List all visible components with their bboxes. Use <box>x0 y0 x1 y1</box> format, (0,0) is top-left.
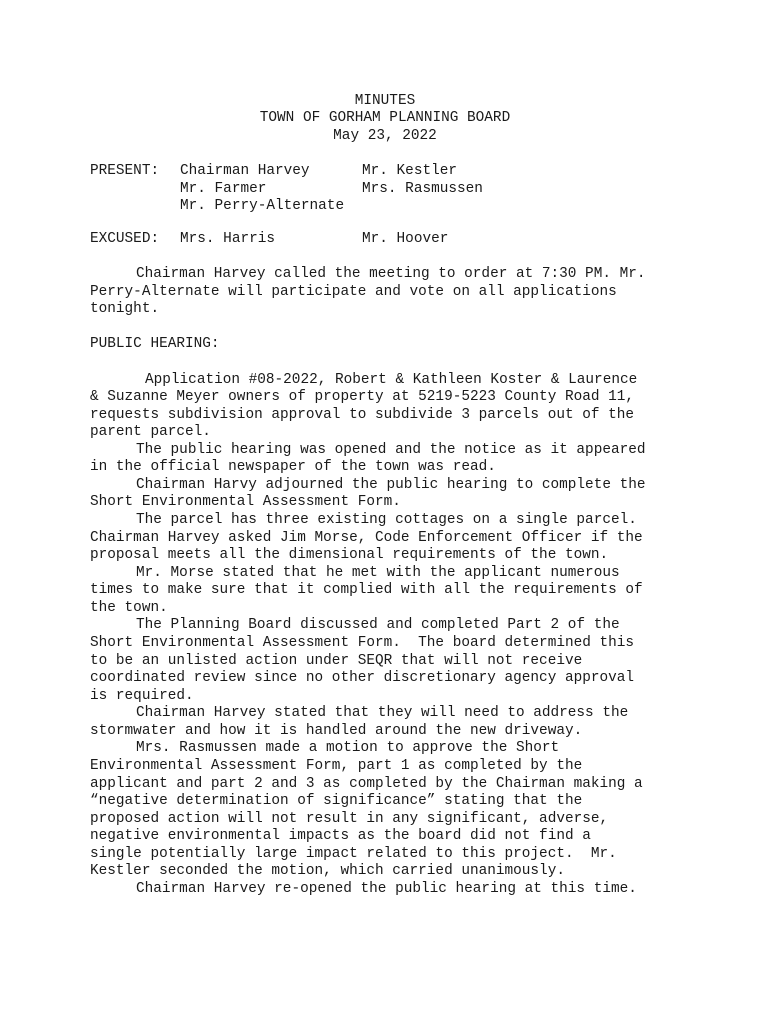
body-line: Chairman Harvey stated that they will need to address the <box>136 705 629 721</box>
body-line: Short Environmental Assessment Form. The board determined this <box>90 635 635 651</box>
body-line: Environmental Assessment Form, part 1 as completed by the <box>90 758 583 774</box>
excused-member: Mrs. Harris <box>180 231 275 247</box>
body-line: to be an unlisted action under SEQR that will not receive <box>90 653 583 669</box>
meeting-date: May 23, 2022 <box>333 128 437 144</box>
body-line: applicant and part 2 and 3 as completed by the Chairman making a <box>90 776 643 792</box>
body-line: is required. <box>90 688 194 704</box>
present-member: Mr. Farmer <box>180 181 267 197</box>
body-line: & Suzanne Meyer owners of property at 5219-5223 County Road 11, <box>90 389 635 405</box>
body-line: in the official newspaper of the town was read. <box>90 459 496 475</box>
body-line: stormwater and how it is handled around the new driveway. <box>90 723 583 739</box>
body-line: “negative determination of significance” stating that the <box>90 793 583 809</box>
body-line: Application #08-2022, Robert & Kathleen Koster & Laurence <box>145 372 638 388</box>
body-line: Chairman Harvey asked Jim Morse, Code Enforcement Officer if the <box>90 530 643 546</box>
intro-line: tonight. <box>90 301 160 317</box>
body-line: the town. <box>90 600 168 616</box>
body-line: single potentially large impact related to this project. Mr. <box>90 846 617 862</box>
intro-line: Chairman Harvey called the meeting to order at 7:30 PM. Mr. <box>136 266 646 282</box>
body-line: Mr. Morse stated that he met with the applicant numerous <box>136 565 620 581</box>
present-member: Chairman Harvey <box>180 163 310 179</box>
body-line: coordinated review since no other discretionary agency approval <box>90 670 635 686</box>
present-member: Mrs. Rasmussen <box>362 181 483 197</box>
body-line: Chairman Harvy adjourned the public hearing to complete the <box>136 477 646 493</box>
body-line: The parcel has three existing cottages on a single parcel. <box>136 512 637 528</box>
body-line: proposed action will not result in any significant, adverse, <box>90 811 609 827</box>
body-line: Kestler seconded the motion, which carried unanimously. <box>90 863 565 879</box>
intro-line: Perry-Alternate will participate and vote on all applications <box>90 284 617 300</box>
present-label: PRESENT: <box>90 163 160 179</box>
excused-member: Mr. Hoover <box>362 231 449 247</box>
body-line: times to make sure that it complied with all the requirements of <box>90 582 643 598</box>
body-line: requests subdivision approval to subdivide 3 parcels out of the <box>90 407 635 423</box>
section-heading: PUBLIC HEARING: <box>90 336 220 352</box>
body-line: The Planning Board discussed and completed Part 2 of the <box>136 617 620 633</box>
board-name: TOWN OF GORHAM PLANNING BOARD <box>259 110 511 126</box>
body-line: The public hearing was opened and the notice as it appeared <box>136 442 646 458</box>
body-line: Mrs. Rasmussen made a motion to approve the Short <box>136 740 560 756</box>
body-line: proposal meets all the dimensional requirements of the town. <box>90 547 609 563</box>
document-title: MINUTES <box>354 93 416 109</box>
body-line: negative environmental impacts as the board did not find a <box>90 828 591 844</box>
body-line: Chairman Harvey re-opened the public hearing at this time. <box>136 881 637 897</box>
body-line: parent parcel. <box>90 424 211 440</box>
present-member: Mr. Kestler <box>362 163 457 179</box>
excused-label: EXCUSED: <box>90 231 160 247</box>
present-member: Mr. Perry-Alternate <box>180 198 345 214</box>
body-line: Short Environmental Assessment Form. <box>90 494 401 510</box>
